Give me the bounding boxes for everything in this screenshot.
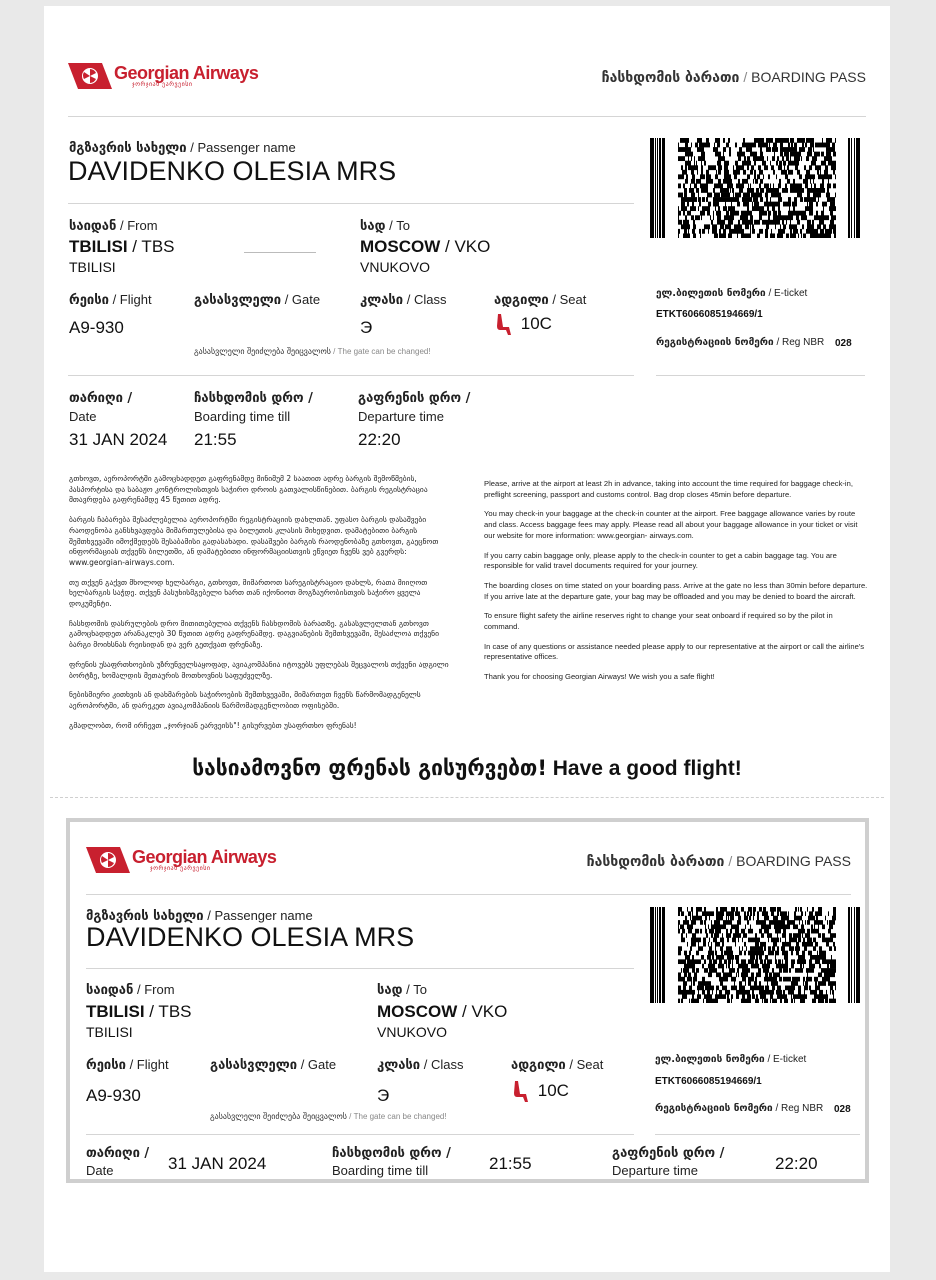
georgian-airways-logo-icon	[68, 61, 112, 91]
boarding-label: ჩასხდომის დრო /	[194, 391, 313, 406]
info-en-paragraph: Thank you for choosing Georgian Airways! We wish you a safe flight!	[484, 672, 715, 682]
barcode	[650, 138, 860, 238]
to-value: MOSCOW / VKO	[360, 237, 491, 256]
reg-value: 028	[834, 1104, 851, 1115]
date-label-en: Date	[86, 1163, 114, 1178]
seat-icon	[494, 313, 512, 337]
from-airport: TBILISI	[86, 1024, 133, 1040]
from-label: საიდან / From	[69, 218, 158, 234]
header-divider	[86, 894, 851, 895]
class-label: კლასი / Class	[360, 292, 447, 308]
departure-label-en: Departure time	[358, 409, 444, 424]
boarding-label-en: Boarding time till	[194, 409, 291, 424]
barcode	[650, 907, 860, 1003]
info-en-paragraph: Please, arrive at the airport at least 2h in advance, taking into account the time required for baggage check-in, preflight screening, passport and customs control. Bag drop closes 45min before departure.	[484, 479, 853, 499]
boarding-pass-title: ჩასხდომის ბარათი / BOARDING PASS	[586, 853, 851, 870]
gate-label: გასასვლელი / Gate	[194, 292, 321, 308]
info-ka-paragraph: ნებისმიერი კითხვის ან დახმარების საჭიროების შემთხვევაში, მიმართეთ ჩვენს წარმომადგენელს აეროპორტში, ან დარეკეთ ავიაკომპანიის წარმომადგენლობით ოფისებში.	[69, 690, 421, 710]
boarding-pass-title: ჩასხდომის ბარათი / BOARDING PASS	[601, 69, 866, 86]
to-airport: VNUKOVO	[360, 259, 431, 275]
departure-value: 22:20	[358, 430, 401, 449]
info-en-paragraph: You may check-in your baggage at the check-in counter at the airport. Free baggage allowance varies by route and class. Access baggage fees may apply. Please read all about your baggage allowance in your ticket or visit our website for more information: www.georgian- airways.com.	[484, 509, 858, 540]
brand-name: Georgian Airways	[132, 847, 277, 867]
eticket-value: ETKT6066085194669/1	[656, 309, 763, 320]
flight-divider	[68, 375, 634, 376]
departure-label: გაფრენის დრო /	[358, 391, 471, 406]
info-english	[484, 479, 869, 692]
info-ka-paragraph: გთხოვთ, აეროპორტში გამოცხადდეთ გაფრენამდე მინიმუმ 2 საათით ადრე ბარგის შემოწმების, პასპორტისა და საბაჟო კონტროლისთვის საჭირო დროის გათვალისწინებით. ბარგის რეგისტრაცია მთავრდება გაფრენამდე 45 წუთით ადრე.	[69, 474, 428, 505]
date-value: 31 JAN 2024	[69, 430, 168, 449]
class-value: Э	[377, 1086, 390, 1105]
passenger-divider	[68, 203, 634, 204]
seat-icon	[511, 1080, 529, 1104]
passenger-name: DAVIDENKO OLESIA MRS	[68, 156, 397, 186]
date-value: 31 JAN 2024	[168, 1154, 267, 1173]
flight-value: A9-930	[69, 318, 124, 337]
boarding-value: 21:55	[194, 430, 237, 449]
passenger-name-label: მგზავრის სახელი / Passenger name	[69, 140, 296, 156]
info-en-paragraph: In case of any questions or assistance needed please apply to our representative at the airport or call the airline's representative offices.	[484, 641, 865, 662]
brand-name: Georgian Airways	[114, 63, 259, 83]
from-value: TBILISI / TBS	[86, 1002, 192, 1021]
georgian-airways-logo-icon	[86, 845, 130, 875]
gate-note: გასასვლელი შეიძლება შეიცვალოს / The gate can be changed!	[210, 1112, 447, 1121]
boarding-pass-stub	[66, 818, 869, 1183]
reg-label: რეგისტრაციის ნომერი / Reg NBR	[655, 1103, 824, 1114]
info-en-paragraph: The boarding closes on time stated on your boarding pass. Arrive at the gate no less than 30min before departure. If you arrive late at the departure gate, your bag may be offloaded and you may be denied to board the aircraft.	[484, 580, 868, 601]
seat-value: 10C	[511, 1080, 569, 1104]
to-value: MOSCOW / VKO	[377, 1002, 508, 1021]
from-airport: TBILISI	[69, 259, 116, 275]
info-en-paragraph: If you carry cabin baggage only, please apply to the check-in counter to get a cabin baggage tag. You are responsible for valid travel documents required for your journey.	[484, 550, 837, 571]
brand-logo	[68, 61, 258, 91]
departure-label: გაფრენის დრო /	[612, 1146, 725, 1161]
from-value: TBILISI / TBS	[69, 237, 175, 256]
gate-label: გასასვლელი / Gate	[210, 1057, 337, 1073]
boarding-pass-page	[44, 6, 890, 1272]
barcode-icon	[650, 138, 860, 238]
info-ka-paragraph: გმადლობთ, რომ ირჩევთ „ჯორჯიან ეარვეისს"! გისურვებთ უსაფრთხო ფრენას!	[69, 720, 357, 730]
departure-value: 22:20	[775, 1154, 818, 1173]
to-airport: VNUKOVO	[377, 1024, 448, 1040]
eticket-label: ელ.ბილეთის ნომერი / E-ticket	[656, 288, 808, 299]
flight-label: რეისი / Flight	[86, 1057, 169, 1073]
passenger-divider	[86, 968, 634, 969]
date-label: თარიღი /	[86, 1146, 150, 1161]
flight-divider	[86, 1134, 634, 1135]
route-line	[244, 252, 316, 253]
info-ka-paragraph: ბარგის ჩაბარება შესაძლებელია აეროპორტში რეგისტრაციის დახლთან. უფასო ბარგის დასაშვები რაოდენობა განსხვავდება მიმართულებისა და ბილეთის კლასის მიხედვით. დამატებითი ბარგის შემთხვევაში იმოქმედებს შესაბამისი გადასახადი. დასაშვები ბარგის რაოდენობაზე გთხოვთ, გაეცნოთ ინფორმაციას თქვენს ბილეთში, ან დამატებითი ინფორმაციისთვის ეწვიეთ ჩვენს ვებ გვერდს: www.georgian-airways.com.	[69, 515, 439, 567]
passenger-name-label: მგზავრის სახელი / Passenger name	[86, 908, 313, 924]
info-en-paragraph: To ensure flight safety the airline reserves right to change your seat onboard if required so by the pilot in command.	[484, 611, 833, 632]
ticket-divider	[655, 1134, 860, 1135]
seat-label: ადგილი / Seat	[511, 1057, 604, 1073]
brand-subtitle: ჯორჯიან ეარვეისი	[150, 865, 211, 872]
good-flight-message: სასიამოვნო ფრენას გისურვებთ! Have a good flight!	[192, 756, 742, 780]
eticket-label: ელ.ბილეთის ნომერი / E-ticket	[655, 1054, 807, 1065]
info-ka-paragraph: ფრენის უსაფრთხოების უზრუნველსაყოფად, ავიაკომპანია იტოვებს უფლებას შეცვალოს თქვენი ადგილი ბორტზე, ხომალდის მეთაურის მოთხოვნის საფუძველზე.	[69, 659, 449, 680]
class-label: კლასი / Class	[377, 1057, 464, 1073]
info-ka-paragraph: თუ თქვენ გაქვთ მხოლოდ ხელბარგი, გთხოვთ, მიმართოთ სარეგისტრაციო დახლს, რათა მიიღოთ ხელბარგის საჭდე. თქვენ პასუხისმგებელი ხართ თან იქონიოთ მოგზაურობისთვის საჭირო ყველა დოკუმენტი.	[69, 577, 428, 609]
flight-label: რეისი / Flight	[69, 292, 152, 308]
barcode-icon	[650, 907, 860, 1003]
brand-subtitle: ჯორჯიან ეარვეისი	[132, 81, 193, 88]
boarding-label: ჩასხდომის დრო /	[332, 1146, 451, 1161]
header-divider	[68, 116, 866, 117]
info-ka-paragraph: ჩასხდომის დასრულების დრო მითითებულია თქვენს ჩასხდომის ბარათზე. გასასვლელთან გთხოვთ გამოცხადდეთ არანაკლებ 30 წუთით ადრე გაფრენამდე. დაგვიანების შემთხვევაში, შესაძლოა თქვენი ბარგი მოიხსნას რეისიდან და ვერ გეთქვათ ფრენაზე.	[69, 618, 439, 650]
departure-label-en: Departure time	[612, 1163, 698, 1178]
passenger-name: DAVIDENKO OLESIA MRS	[86, 922, 415, 952]
date-label-en: Date	[69, 409, 97, 424]
date-label: თარიღი /	[69, 391, 133, 406]
info-georgian	[69, 474, 449, 740]
seat-label: ადგილი / Seat	[494, 292, 587, 308]
flight-value: A9-930	[86, 1086, 141, 1105]
from-label: საიდან / From	[86, 982, 175, 998]
ticket-divider	[656, 375, 865, 376]
eticket-value: ETKT6066085194669/1	[655, 1076, 762, 1087]
class-value: Э	[360, 318, 373, 337]
to-label: სად / To	[377, 982, 428, 998]
boarding-value: 21:55	[489, 1154, 532, 1173]
brand-logo	[86, 845, 276, 875]
reg-value: 028	[835, 338, 852, 349]
gate-note: გასასვლელი შეიძლება შეიცვალოს / The gate can be changed!	[194, 347, 431, 356]
seat-value: 10C	[494, 313, 552, 337]
cut-line	[50, 797, 884, 798]
boarding-label-en: Boarding time till	[332, 1163, 429, 1178]
to-label: სად / To	[360, 218, 411, 234]
reg-label: რეგისტრაციის ნომერი / Reg NBR	[656, 337, 825, 348]
